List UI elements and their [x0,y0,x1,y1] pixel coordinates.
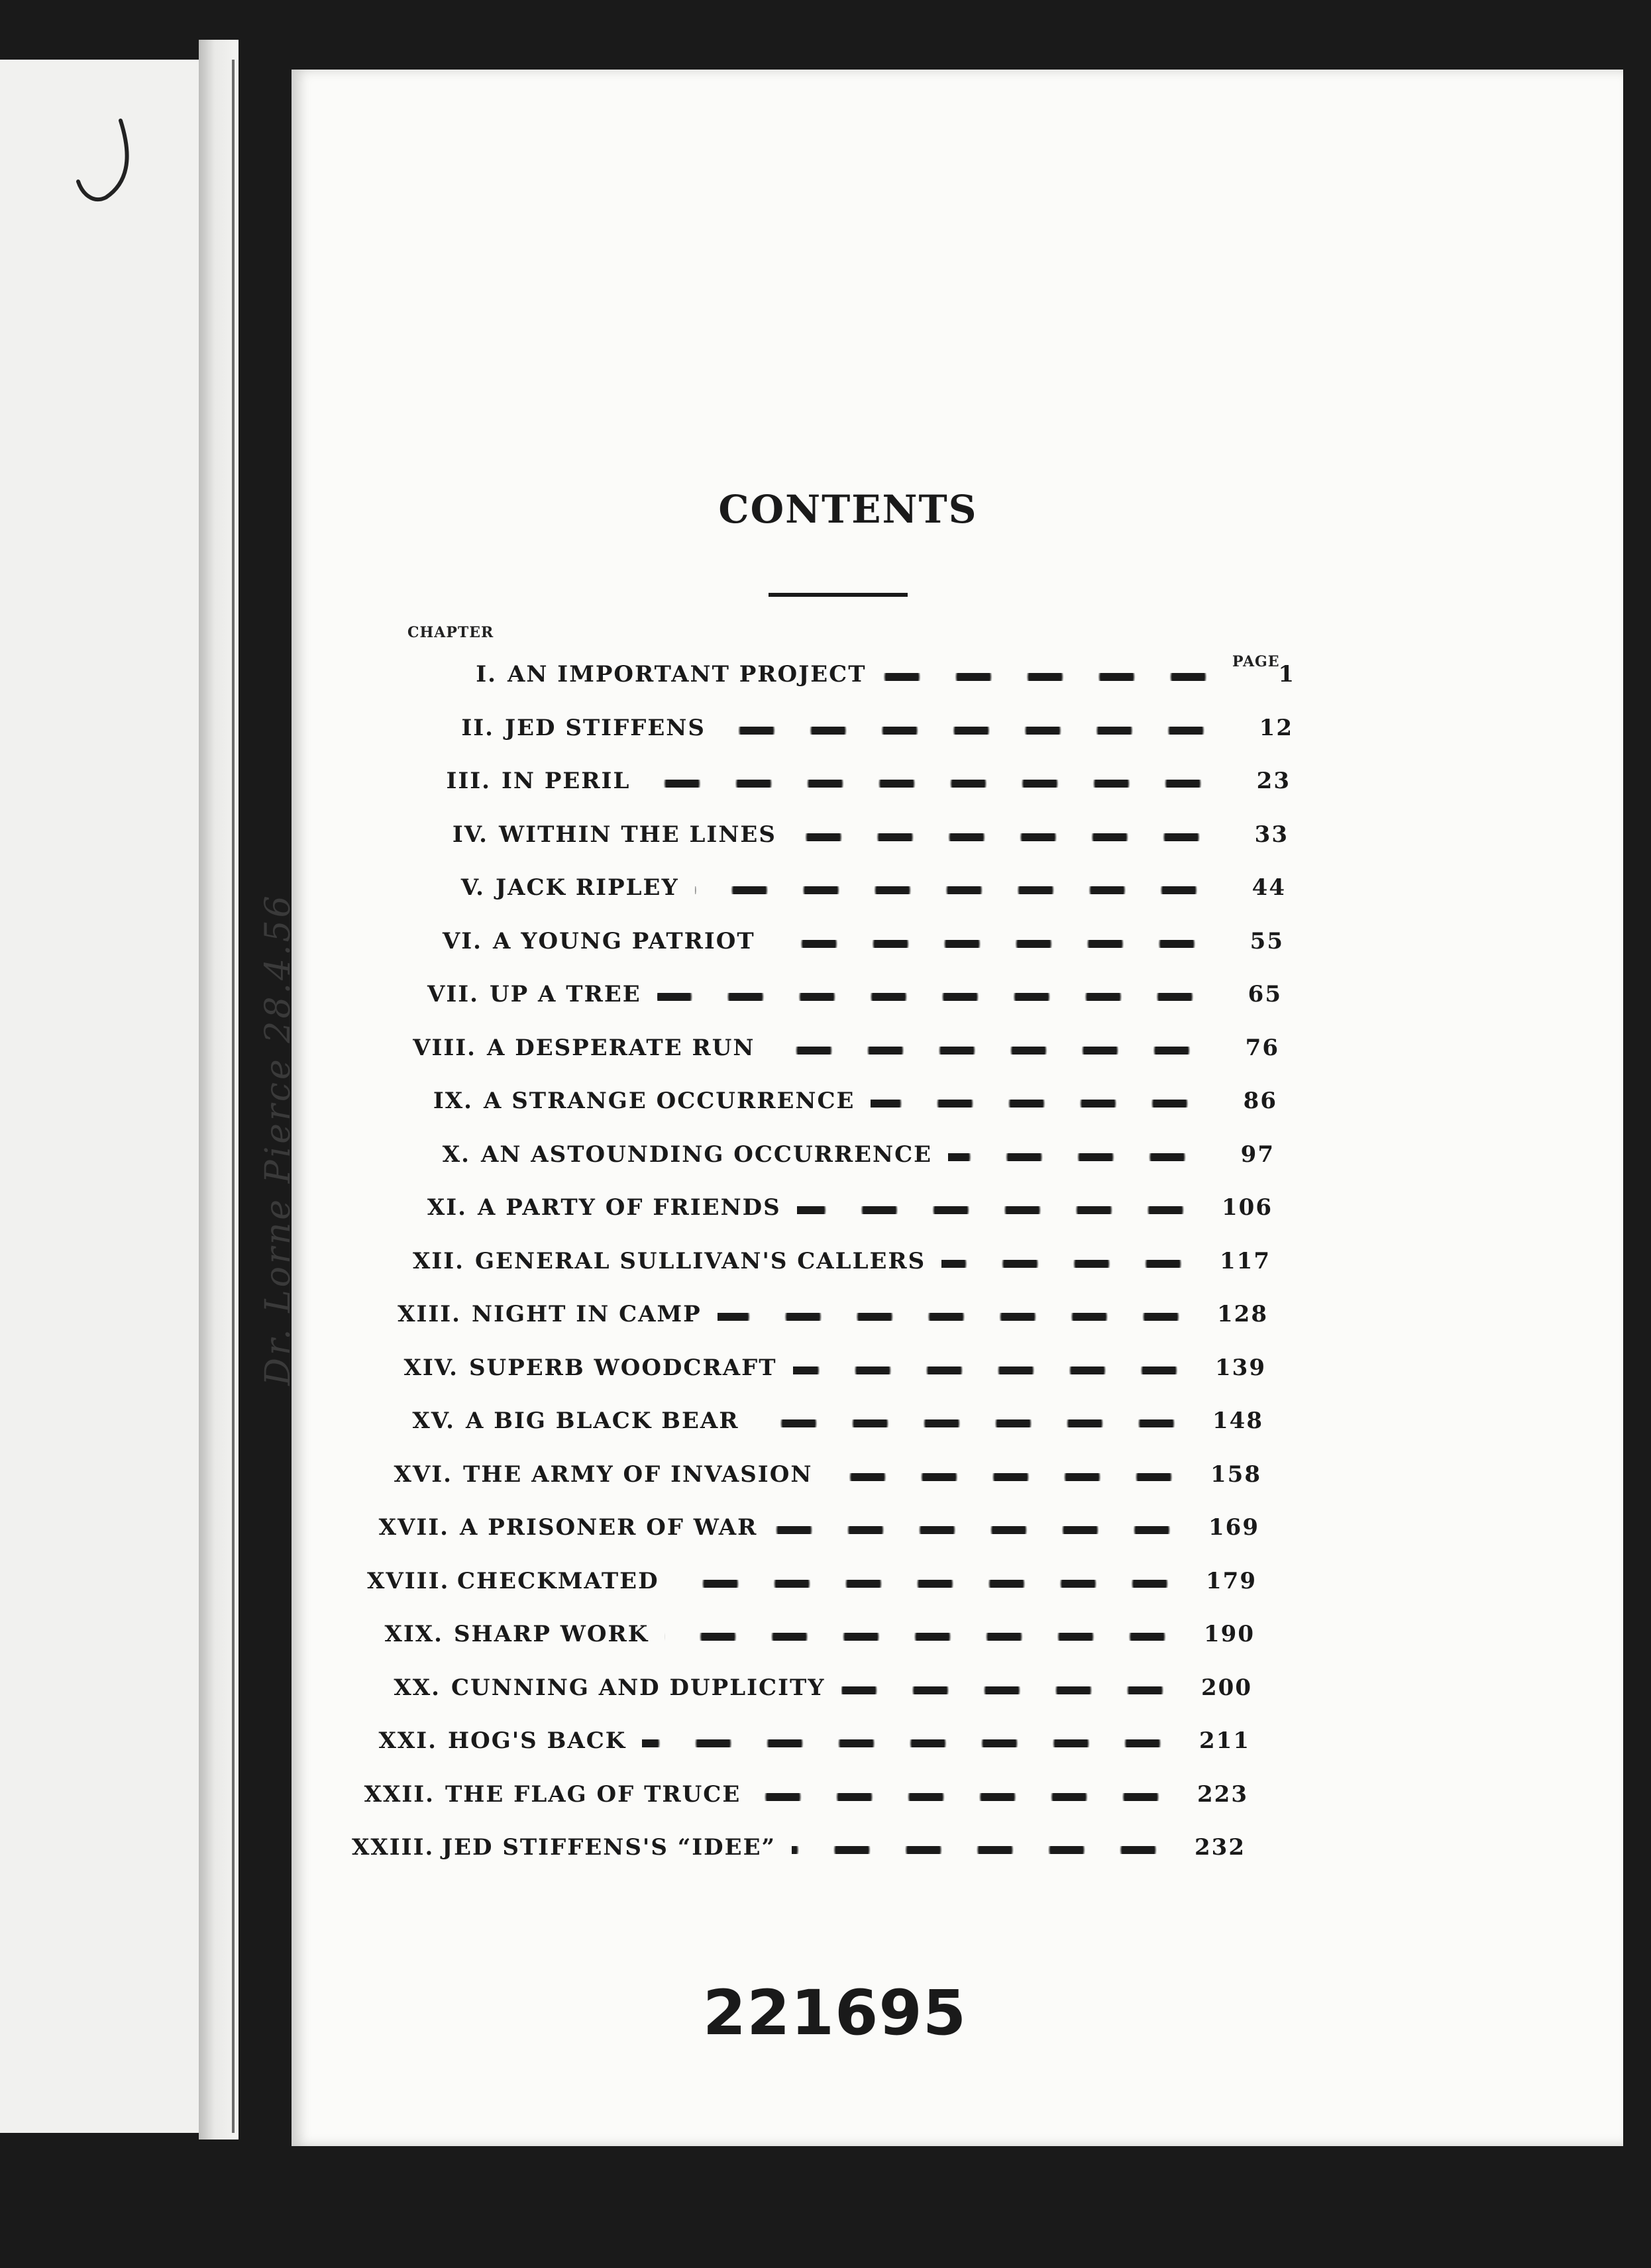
toc-row [409,815,1289,854]
chapter-title: HOG'S BACK [448,1727,627,1754]
toc-row [388,1188,1273,1227]
chapter-numeral: X. [442,1141,470,1168]
dot-leader [665,1633,1183,1641]
page-number: 128 [1217,1301,1268,1327]
chapter-numeral: XXII. [364,1781,435,1808]
chapter-numeral: IV. [452,821,488,848]
chapter-numeral: II. [461,715,494,741]
toc-row [415,708,1293,748]
dot-leader [757,1793,1177,1801]
chapter-title: AN ASTOUNDING OCCURRENCE [481,1141,933,1168]
dot-leader [871,1100,1206,1108]
toc-row [355,1775,1248,1814]
toc-row [403,921,1284,961]
chapter-title: GENERAL SULLIVAN'S CALLERS [475,1248,926,1274]
chapter-title: IN PERIL [502,768,631,794]
chapter-numeral: VII. [427,981,479,1007]
chapter-numeral: III. [446,768,491,794]
chapter-title: JED STIFFENS'S “IDEE” [442,1834,776,1861]
chapter-title: THE FLAG OF TRUCE [445,1781,741,1808]
toc-row [405,868,1286,907]
dot-leader [841,1686,1181,1694]
toc-row [376,1401,1263,1441]
chapter-title: CUNNING AND DUPLICITY [451,1675,826,1701]
page-number: 33 [1254,821,1289,848]
chapter-column-header: CHAPTER [407,624,494,641]
chapter-numeral: XVII. [378,1514,449,1541]
toc-row [364,1614,1255,1654]
dot-leader [948,1153,1203,1161]
page-number: 117 [1220,1248,1271,1274]
chapter-title: SUPERB WOODCRAFT [469,1355,777,1381]
chapter-title: AN IMPORTANT PROJECT [507,661,867,688]
dot-leader [882,673,1224,681]
dot-leader [792,1846,1174,1854]
toc-row [382,1294,1268,1334]
gutter-line [232,60,235,2133]
page-number: 55 [1250,928,1284,954]
toc-row [373,1455,1261,1494]
page-number: 190 [1204,1621,1255,1647]
dot-leader [721,727,1222,735]
chapter-numeral: XVIII. [367,1568,450,1594]
chapter-numeral: XIX. [384,1621,443,1647]
chapter-title: A DESPERATE RUN [487,1035,755,1061]
dot-leader [941,1260,1199,1268]
chapter-numeral: XI. [427,1194,467,1221]
page-number: 169 [1208,1514,1259,1541]
toc-row [411,761,1291,801]
dot-leader [771,940,1212,948]
toc-row [370,1508,1259,1547]
chapter-numeral: V. [460,874,485,901]
check-mark-icon [73,113,146,212]
dot-leader [792,833,1217,841]
page-number: 211 [1199,1727,1250,1754]
toc-row [394,1081,1277,1121]
chapter-title: A STRANGE OCCURRENCE [484,1088,855,1114]
page-title: CONTENTS [718,487,978,532]
dot-leader [695,886,1214,894]
page-number: 23 [1256,768,1291,794]
toc-row [417,654,1295,694]
toc-row [397,1028,1279,1068]
dot-leader [771,1047,1208,1055]
chapter-numeral: VIII. [413,1035,476,1061]
chapter-title: A BIG BLACK BEAR [466,1408,739,1434]
chapter-numeral: XX. [394,1675,441,1701]
chapter-numeral: XII. [412,1248,464,1274]
dot-leader [646,780,1219,788]
left-page [0,60,199,2133]
toc-row [379,1348,1266,1388]
chapter-title: A YOUNG PATRIOT [493,928,755,954]
accession-stamp: 221695 [702,1977,967,2049]
chapter-title: A PRISONER OF WAR [460,1514,758,1541]
page-number: 158 [1210,1461,1261,1488]
dot-leader [657,993,1210,1001]
toc-row [361,1668,1252,1708]
chapter-title: CHECKMATED [457,1568,659,1594]
page-number: 1 [1278,661,1295,688]
page-number: 148 [1212,1408,1263,1434]
toc-row [352,1828,1246,1867]
chapter-numeral: XIII. [398,1301,461,1327]
page-number: 200 [1201,1675,1252,1701]
margin-handwriting [252,344,305,1934]
title-rule [769,593,908,597]
page-number: 44 [1252,874,1286,901]
page-number: 86 [1243,1088,1277,1114]
chapter-numeral: XVI. [394,1461,453,1488]
chapter-numeral: XV. [412,1408,455,1434]
dot-leader [642,1739,1179,1747]
toc-row [391,1135,1275,1174]
chapter-numeral: XXI. [378,1727,437,1754]
page-column-header: PAGE [1232,653,1280,670]
chapter-title: UP A TREE [490,981,641,1007]
chapter-title: THE ARMY OF INVASION [463,1461,813,1488]
chapter-numeral: I. [476,661,497,688]
page-number: 76 [1245,1035,1279,1061]
page-number: 65 [1248,981,1282,1007]
chapter-title: A PARTY OF FRIENDS [478,1194,781,1221]
dot-leader [755,1419,1193,1427]
toc-row [385,1241,1271,1281]
chapter-numeral: XIV. [403,1355,458,1381]
chapter-numeral: VI. [442,928,482,954]
toc-row [399,974,1282,1014]
dot-leader [675,1580,1185,1588]
chapter-title: JED STIFFENS [505,715,706,741]
page-number: 106 [1222,1194,1273,1221]
page-number: 12 [1259,715,1293,741]
page-number: 139 [1215,1355,1266,1381]
chapter-title: JACK RIPLEY [496,874,679,901]
dot-leader [793,1366,1195,1374]
page-number: 97 [1240,1141,1275,1168]
dot-leader [773,1526,1188,1534]
dot-leader [797,1206,1201,1214]
chapter-title: NIGHT IN CAMP [472,1301,702,1327]
chapter-numeral: XXIII. [352,1834,435,1861]
dot-leader [828,1473,1190,1481]
page-number: 232 [1195,1834,1246,1861]
toc-row [367,1561,1257,1601]
toc-row [358,1721,1250,1761]
dot-leader [718,1313,1197,1321]
page-number: 223 [1197,1781,1248,1808]
chapter-title: WITHIN THE LINES [499,821,776,848]
chapter-numeral: IX. [433,1088,473,1114]
margin-handwriting-text: Dr. Lorne Pierce 28.4.56 [258,893,299,1386]
chapter-title: SHARP WORK [454,1621,649,1647]
page-number: 179 [1206,1568,1257,1594]
